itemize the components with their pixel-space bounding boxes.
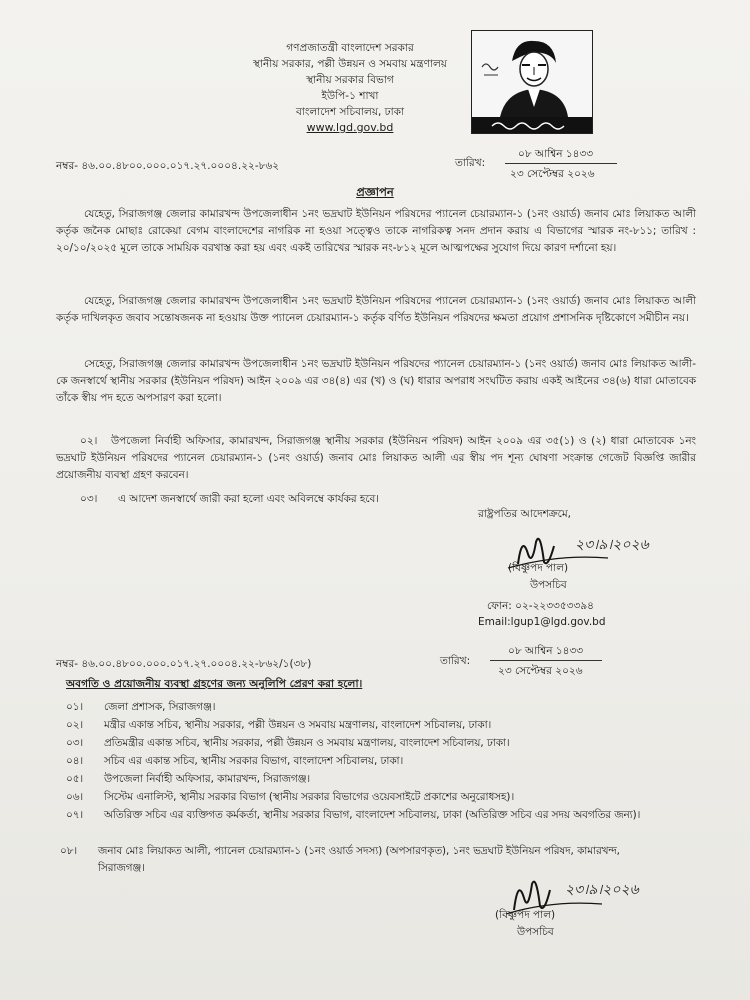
copy-item: জনাব মোঃ লিয়াকত আলী, প্যানেল চেয়ারম্যান-১ (১নং ওয়ার্ড সদস্য) (অপসারণকৃত), ১নং ভদ্রঘাট ইউনিয়ন পরিষদ, কামারখন্দ, সিরাজগঞ্জ। [98,845,620,874]
presidential-order: রাষ্ট্রপতির আদেশক্রমে, [478,508,571,520]
phone-number: ফোন: ০২-২২৩৩৫৩৩৯৪ [487,600,594,612]
paragraph-2: যেহেতু, সিরাজগঞ্জ জেলার কামারখন্দ উপজেলাধীন ১নং ভদ্রঘাট ইউনিয়ন পরিষদের প্যানেল চেয়ারম্যান-১ (১নং ওয়ার্ড) জনাব মোঃ লিয়াকত আলী কর্তৃক দাখিলকৃত জবাব সন্তোষজনক না হওয়ায় উক্ত প্যানেল চেয়ারম্যান-১ কর্তৃক বর্ণিত ইউনিয়ন পরিষদের ক্ষমতা প্রয়োগ প্রশাসনিক দৃষ্টিকোণে সমীচীন নয়। [56,295,696,324]
item-number: ০৩। [80,493,98,505]
copy-heading: অবগতি ও প্রয়োজনীয় ব্যবস্থা গ্রহণের জন্য অনুলিপি প্রেরণ করা হলো। [66,678,363,690]
signature-date-2: ২৩।৯।২০২৬ [565,882,639,898]
date-gregorian-copy: ২৩ সেপ্টেম্বর ২০২৬ [498,665,583,677]
copy-number: ০৪। [66,755,84,767]
paragraph-item-2: উপজেলা নির্বাহী অফিসার, কামারখন্দ, সিরাজগঞ্জ স্থানীয় সরকার (ইউনিয়ন পরিষদ) আইন ২০০৯ এর ৩৫(১) ও (২) ধারা মোতাবেক ১নং ভদ্রঘাট ইউনিয়ন পরিষদের প্যানেল চেয়ারম্যান-১ (১নং ওয়ার্ড) জনাব মোঃ লিয়াকত আলী এর স্বীয় পদ শূন্য ঘোষণা সংক্রান্ত গেজেট বিজ্ঞপ্তি জারীর প্রয়োজনীয় ব্যবস্থা গ্রহণ করবেন। [56,435,696,481]
copy-item: প্রতিমন্ত্রীর একান্ত সচিব, স্থানীয় সরকার, পল্লী উন্নয়ন ও সমবায় মন্ত্রণালয়, বাংলাদেশ সচিবালয়, ঢাকা। [104,737,510,749]
signature-date: ২৩।৯।২০২৬ [575,537,649,553]
copy-item: মন্ত্রীর একান্ত সচিব, স্থানীয় সরকার, পল্লী উন্নয়ন ও সমবায় মন্ত্রণালয়, বাংলাদেশ সচিবালয়, ঢাকা। [104,719,492,731]
website-link[interactable]: www.lgd.gov.bd [306,121,394,134]
signatory-name: (বিষ্ণুপদ পাল) [508,562,569,574]
ministry-name: স্থানীয় সরকার, পল্লী উন্নয়ন ও সমবায় মন্ত্রণালয় [252,58,447,70]
portrait-emblem [471,30,593,134]
date-divider [505,163,617,164]
government-name: গণপ্রজাতন্ত্রী বাংলাদেশ সরকার [286,42,414,54]
item-number: ০২। [80,435,98,447]
date-label: তারিখ: [455,157,486,169]
signatory-name-2: (বিষ্ণুপদ পাল) [495,909,556,921]
date-gregorian: ২৩ সেপ্টেম্বর ২০২৬ [510,168,595,180]
letterhead [220,40,480,136]
signatory-designation: উপসচিব [530,579,567,591]
memo-number: নম্বর- ৪৬.০০.৪৮০০.০০০.০১৭.২৭.০০০৪.২২-৮৬২ [56,160,280,172]
branch-name: ইউপি-১ শাখা [321,90,379,102]
date-bangla-copy: ০৮ আশ্বিন ১৪৩৩ [508,645,584,657]
division-name: স্থানীয় সরকার বিভাগ [306,74,394,86]
copy-item: অতিরিক্ত সচিব এর ব্যক্তিগত কর্মকর্তা, স্থানীয় সরকার বিভাগ, বাংলাদেশ সচিবালয়, ঢাকা (অতিরিক্ত সচিব এর সদয় অবগতির জন্য)। [104,809,641,821]
paragraph-3: সেহেতু, সিরাজগঞ্জ জেলার কামারখন্দ উপজেলাধীন ১নং ভদ্রঘাট ইউনিয়ন পরিষদের প্যানেল চেয়ারম্যান-১ (১নং ওয়ার্ড) জনাব মোঃ লিয়াকত আলী-কে জনস্বার্থে স্থানীয় সরকার (ইউনিয়ন পরিষদ) আইন ২০০৯ এর ৩৪(৪) এর (খ) ও (ঘ) ধারার অপরাধ সংঘটিত করায় একই আইনের ৩৪(৬) ধারা মোতাবেক তাঁকে স্বীয় পদ হতে অপসারণ করা হলো। [56,358,696,404]
page-title: প্রজ্ঞাপন [356,185,394,199]
copy-item: সিস্টেম এনালিস্ট, স্থানীয় সরকার বিভাগ (স্থানীয় সরকার বিভাগের ওয়েবসাইটে প্রকাশের অনুরোধসহ)। [104,791,515,803]
copy-item: জেলা প্রশাসক, সিরাজগঞ্জ। [104,701,216,713]
copy-number: ০২। [66,719,84,731]
copy-item: উপজেলা নির্বাহী অফিসার, কামারখন্দ, সিরাজগঞ্জ। [104,773,311,785]
office-location: বাংলাদেশ সচিবালয়, ঢাকা [295,106,405,118]
copy-number: ০৭। [66,809,84,821]
copy-number: ০৮। [60,845,78,857]
copy-number: ০৩। [66,737,84,749]
paragraph-item-3: এ আদেশ জনস্বার্থে জারী করা হলো এবং অবিলম্বে কার্যকর হবে। [118,493,379,505]
email-address[interactable]: Email:lgup1@lgd.gov.bd [478,616,606,628]
memo-number-copy: নম্বর- ৪৬.০০.৪৮০০.০০০.০১৭.২৭.০০০৪.২২-৮৬২/১(৩৮) [56,658,312,670]
signatory-designation-2: উপসচিব [517,926,554,938]
copy-number: ০১। [66,701,84,713]
date-bangla: ০৮ আশ্বিন ১৪৩৩ [518,148,594,160]
date-label-copy: তারিখ: [440,655,471,667]
paragraph-1: যেহেতু, সিরাজগঞ্জ জেলার কামারখন্দ উপজেলাধীন ১নং ভদ্রঘাট ইউনিয়ন পরিষদের প্যানেল চেয়ারম্যান-১ (১নং ওয়ার্ড) জনাব মোঃ লিয়াকত আলী কর্তৃক জনৈক মোছাঃ রোকেয়া বেগম বাংলাদেশের নাগরিক না হওয়া সত্ত্বেও তাকে নাগরিকত্ব সনদ প্রদান করায় এ বিভাগের স্মারক নং-৮১১; তারিখ : ২০/১০/২০২৫ মূলে তাকে সাময়িক বরখাস্ত করা হয় এবং একই তারিখের স্মারক নং-৮১২ মূলে আত্মপক্ষের সুযোগ দিয়ে কারণ দর্শানো হয়। [56,208,696,254]
portrait-illustration [472,31,592,133]
copy-number: ০৬। [66,791,84,803]
copy-number: ০৫। [66,773,84,785]
date-divider-copy [490,660,602,661]
copy-item: সচিব এর একান্ত সচিব, স্থানীয় সরকার বিভাগ, বাংলাদেশ সচিবালয়, ঢাকা। [104,755,404,767]
